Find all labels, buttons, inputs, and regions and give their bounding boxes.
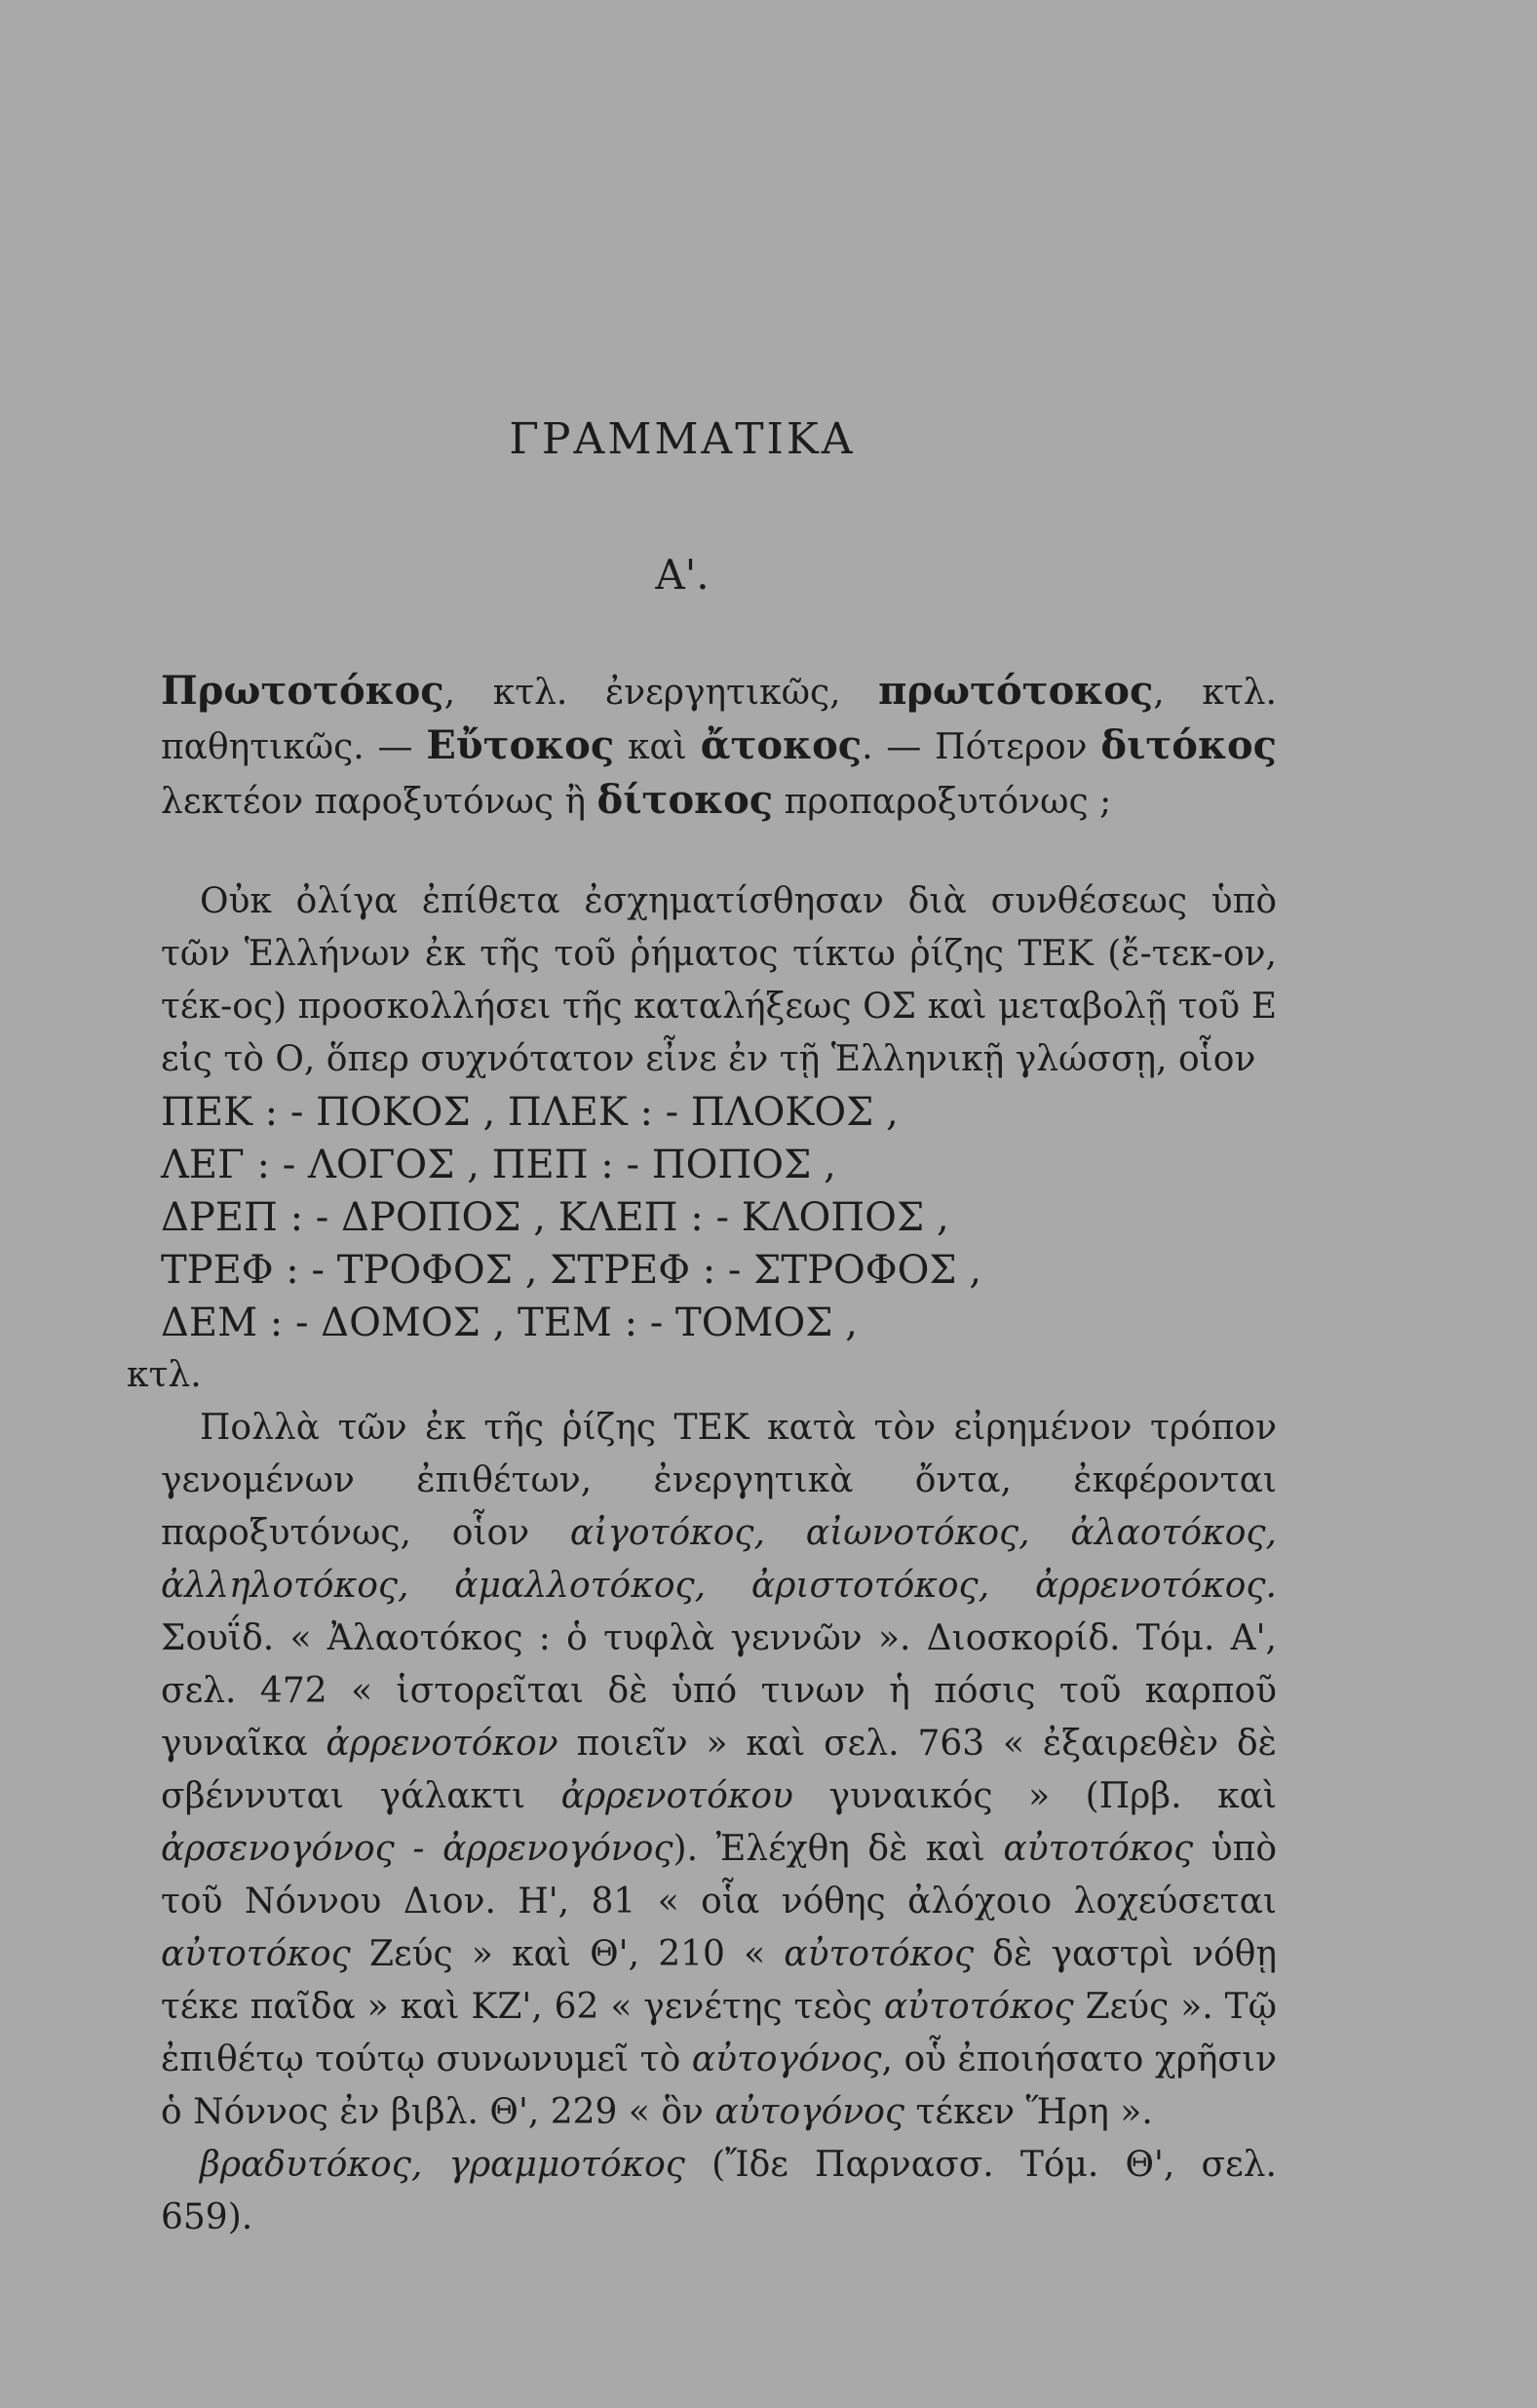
headword: διτόκος xyxy=(1100,722,1278,768)
intro-text: , κτλ. ἐνεργητικῶς, xyxy=(443,673,879,713)
intro-text: λεκτέον παροξυτόνως ἢ xyxy=(161,782,597,822)
etc-abbreviation: κτλ. xyxy=(127,1355,202,1395)
intro-paragraph xyxy=(161,665,1277,829)
root-line: ΠΕΚ : - ΠΟΚΟΣ , ΠΛΕΚ : - ΠΛΟΚΟΣ , xyxy=(161,1090,899,1135)
intro-text: προπαροξυτόνως ; xyxy=(773,782,1112,822)
intro-text: . — Πότερον xyxy=(862,727,1101,767)
body-text xyxy=(127,665,1278,2244)
headword: δίτοκος xyxy=(596,777,774,823)
para2-text: , οὗ ἐποιήσατο χρῆσιν ὁ Νόννος ἐν βιβλ. Θ', 229 « ὃν xyxy=(161,2039,1278,2132)
para2-text: Ζεύς » καὶ Θ', 210 « xyxy=(350,1934,785,1974)
para2-text: τέκεν Ἥρη ». xyxy=(904,2092,1153,2132)
root-line: ΤΡΕΦ : - ΤΡΟΦΟΣ , ΣΤΡΕΦ : - ΣΤΡΟΦΟΣ , xyxy=(161,1248,982,1293)
intro-text: καὶ xyxy=(614,727,701,767)
para2-text: Πολλὰ τῶν ἐκ τῆς ῥίζης ΤΕΚ κατὰ τὸν εἰρημένον τρόπον γενομένων ἐπιθέτων, ἐνεργητικὰ ὄντα, ἐκφέρονται παροξυτόνως, οἷον xyxy=(161,1408,1277,1553)
quoted-word: αὐτοτόκος xyxy=(784,1934,975,1974)
headword: Εὔτοκος xyxy=(426,722,615,768)
para2-text: Ζεύς ». Τῷ ἐπιθέτῳ τούτῳ συνωνυμεῖ τὸ xyxy=(161,1987,1277,2079)
para2-text: ποιεῖν » καὶ σελ. 763 « ἐξαιρεθὲν δὲ σβέννυται γάλακτι xyxy=(161,1724,1277,1816)
paragraph-2 xyxy=(161,1402,1277,2139)
paragraph-1: Οὐκ ὀλίγα ἐπίθετα ἐσχηματίσθησαν διὰ συνθέσεως ὑπὸ τῶν Ἑλλήνων ἐκ τῆς τοῦ ῥήματος τίκτω ῥίζης ΤΕΚ (ἔ-τεκ-ον, τέκ-ος) προσκολλήσει τῆς καταλήξεως ΟΣ καὶ μεταβολῇ τοῦ Ε εἰς τὸ Ο, ὅπερ συχνότατον εἶνε ἐν τῇ Ἑλληνικῇ γλώσσῃ, οἷον xyxy=(161,881,1277,1079)
para2-text: ). Ἐλέχθη δὲ καὶ xyxy=(672,1829,1004,1869)
word-list: βραδυτόκος, γραμμοτόκος xyxy=(200,2145,685,2185)
quoted-word: ἀρρενοτόκου xyxy=(560,1776,793,1816)
quoted-word: αὐτοτόκος xyxy=(1003,1829,1194,1869)
quoted-word: αὐτογόνος xyxy=(714,2092,905,2132)
word-list: αἰγοτόκος, αἰωνοτόκος, ἀλαοτόκος, ἀλληλοτόκος, ἀμαλλοτόκος, ἀριστοτόκος, ἀρρενοτόκος. xyxy=(161,1513,1277,1606)
quoted-word: ἀρσενογόνος - ἀρρενογόνος xyxy=(161,1829,673,1869)
headword: ἄτοκος xyxy=(700,722,863,768)
root-line: ΔΡΕΠ : - ΔΡΟΠΟΣ , ΚΛΕΠ : - ΚΛΟΠΟΣ , xyxy=(161,1195,949,1240)
quoted-word: ἀρρενοτόκον xyxy=(326,1724,558,1764)
quoted-word: αὐτοτόκος xyxy=(161,1934,351,1974)
quoted-word: αὐτογόνος xyxy=(691,2039,882,2079)
paragraph-3 xyxy=(161,2139,1277,2244)
root-line: ΛΕΓ : - ΛΟΓΟΣ , ΠΕΠ : - ΠΟΠΟΣ , xyxy=(161,1143,836,1187)
headword: Πρωτοτόκος xyxy=(161,668,444,714)
headword: πρωτότοκος xyxy=(878,668,1154,714)
para2-text: Σουΐδ. « Ἀλαοτόκος : ὁ τυφλὰ γεννῶν ». Διοσκορίδ. Τόμ. Α', σελ. 472 « ἱστορεῖται δὲ ὑπό τινων ἡ πόσις τοῦ καρποῦ γυναῖκα xyxy=(161,1618,1277,1764)
root-list xyxy=(161,1086,1277,1349)
quoted-word: αὐτοτόκος xyxy=(883,1987,1074,2027)
section-number: Α'. xyxy=(655,551,710,599)
intro-text: , κτλ. παθητικῶς. — xyxy=(161,673,1277,767)
root-line: ΔΕΜ : - ΔΟΜΟΣ , ΤΕΜ : - ΤΟΜΟΣ , xyxy=(161,1301,858,1345)
page-title: ΓΡΑΜΜΑΤΙΚΑ xyxy=(509,414,856,464)
para2-text: γυναικός » (Πρβ. καὶ xyxy=(792,1776,1278,1816)
para2-text: (Ἴδε Παρνασσ. Τόμ. Θ', σελ. 659). xyxy=(161,2145,1277,2237)
para2-text: δὲ γαστρὶ νόθῃ τέκε παῖδα » καὶ ΚΖ', 62 « γενέτης τεὸς xyxy=(161,1934,1278,2027)
para2-text: ὑπὸ τοῦ Νόννου Διον. Η', 81 « οἷα νόθης ἀλόχοιο λοχεύσεται xyxy=(161,1829,1277,1922)
